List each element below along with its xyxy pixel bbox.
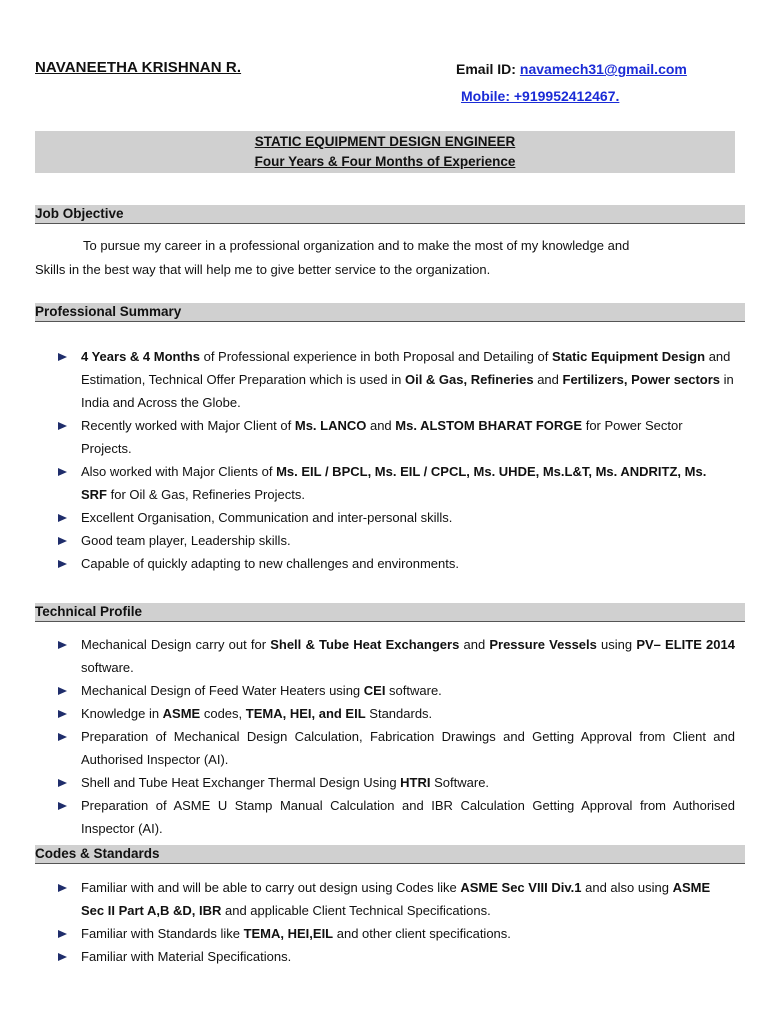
role-title: STATIC EQUIPMENT DESIGN ENGINEER [254,134,516,149]
text: Capable of quickly adapting to new challenges and environments. [81,556,459,571]
bold-text: Ms. LANCO [294,418,367,433]
section-heading-codes-standards: Codes & Standards [35,845,745,864]
arrow-bullet-icon [58,710,67,718]
email-label: Email ID: [456,61,516,77]
arrow-bullet-icon [58,537,67,545]
arrow-bullet-icon [58,733,67,741]
title-box [35,131,735,173]
arrow-bullet-icon [58,353,67,361]
experience-title: Four Years & Four Months of Experience [254,154,516,169]
bold-text: CEI [363,683,386,698]
text: and applicable Client Technical Specifications. [221,903,491,918]
bold-text: Shell & Tube Heat Exchangers [270,637,460,652]
text: Also worked with Major Clients of [81,464,277,479]
section-heading-job-objective: Job Objective [35,205,745,224]
bold-text: Fertilizers, Power sectors [562,372,721,387]
text: software. [385,683,442,698]
text: Familiar with and will be able to carry out design using Codes like [81,880,461,895]
text: for Oil & Gas, Refineries Projects. [107,487,305,502]
bold-text: ASME [162,706,201,721]
job-objective-text [35,234,735,282]
bold-text: Oil & Gas, Refineries [404,372,534,387]
text: codes, [200,706,246,721]
arrow-bullet-icon [58,802,67,810]
arrow-bullet-icon [58,641,67,649]
arrow-bullet-icon [58,930,67,938]
professional-summary-list [58,345,735,575]
arrow-bullet-icon [58,560,67,568]
text: Good team player, Leadership skills. [81,533,291,548]
arrow-bullet-icon [58,953,67,961]
text: Software. [430,775,490,790]
candidate-name: NAVANEETHA KRISHNAN R. [35,59,242,76]
list-item [58,414,735,460]
bold-text: Ms. ALSTOM BHARAT FORGE [395,418,583,433]
text: and Estimation, Technical Offer Preparation which is used in [81,349,731,387]
text: and other client specifications. [333,926,511,941]
text: Excellent Organisation, Communication and inter-personal skills. [81,510,453,525]
bold-text: TEMA, HEI,EIL [243,926,334,941]
list-item [58,725,735,771]
mobile-number[interactable]: Mobile: +919952412467. [461,88,620,104]
list-item [58,529,735,552]
text: and [533,372,563,387]
list-item [58,771,735,794]
bold-text: ASME Sec VIII Div.1 [460,880,582,895]
list-item [58,506,735,529]
email-row [456,61,687,77]
text: and [366,418,396,433]
text: in India and Across the Globe. [81,372,734,410]
text: of Professional experience in both Proposal and Detailing of [199,349,552,364]
text: Shell and Tube Heat Exchanger Thermal Design Using [81,775,401,790]
text: Recently worked with Major Client of [81,418,295,433]
list-item [58,922,735,945]
list-item [58,345,735,414]
list-item [58,633,735,679]
list-item [58,794,735,840]
bold-text: Ms. EIL / BPCL, Ms. EIL / CPCL, Ms. UHDE, Ms.L&T, Ms. ANDRITZ, Ms. SRF [81,464,707,502]
arrow-bullet-icon [58,514,67,522]
text: Mechanical Design carry out for [81,637,271,652]
list-item [58,552,735,575]
list-item [58,876,735,922]
section-heading-technical-profile: Technical Profile [35,603,745,622]
text: Preparation of ASME U Stamp Manual Calculation and IBR Calculation Getting Approval from Authorised Inspector (AI). [81,798,735,836]
text: Knowledge in [81,706,163,721]
arrow-bullet-icon [58,422,67,430]
bold-text: HTRI [400,775,431,790]
technical-profile-list [58,633,735,840]
text: using [596,637,637,652]
text: software. [81,660,134,675]
email-link[interactable]: navamech31@gmail.com [519,61,687,77]
text: Mechanical Design of Feed Water Heaters using [81,683,364,698]
bold-text: 4 Years & 4 Months [81,349,200,364]
text: Familiar with Material Specifications. [81,949,292,964]
arrow-bullet-icon [58,884,67,892]
list-item [58,679,735,702]
text: Preparation of Mechanical Design Calculation, Fabrication Drawings and Getting Approval from Client and Authorised Inspector (AI). [81,729,735,767]
list-item [58,945,735,968]
bold-text: PV– ELITE 2014 [636,637,735,652]
bold-text: TEMA, HEI, and EIL [245,706,366,721]
text: and [459,637,490,652]
list-item [58,702,735,725]
arrow-bullet-icon [58,779,67,787]
text: Standards. [365,706,433,721]
bold-text: ASME Sec II Part A,B &D, IBR [81,880,711,918]
text: and also using [581,880,673,895]
arrow-bullet-icon [58,468,67,476]
codes-standards-list [58,876,735,968]
list-item [58,460,735,506]
text: Familiar with Standards like [81,926,244,941]
section-heading-professional-summary: Professional Summary [35,303,745,322]
job-objective-line-1: To pursue my career in a professional organization and to make the most of my knowledge and [83,238,630,253]
arrow-bullet-icon [58,687,67,695]
bold-text: Pressure Vessels [489,637,597,652]
text: for Power Sector Projects. [81,418,683,456]
bold-text: Static Equipment Design [551,349,706,364]
job-objective-line-2: Skills in the best way that will help me to give better service to the organization. [35,262,491,277]
